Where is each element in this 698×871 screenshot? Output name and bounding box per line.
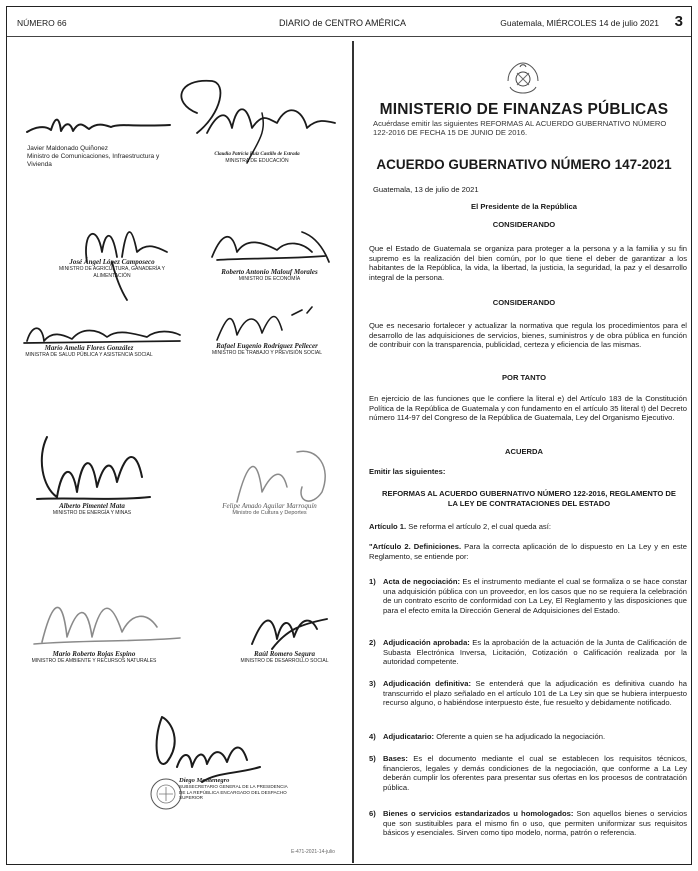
article-2-label: "Artículo 2. Definiciones. bbox=[369, 542, 462, 551]
item-number: 4) bbox=[369, 732, 376, 741]
signature-4 bbox=[207, 269, 332, 283]
ministry-title: MINISTERIO DE FINANZAS PÚBLICAS bbox=[379, 101, 669, 118]
newspaper-page bbox=[6, 6, 692, 865]
signature-2-role: MINISTRA DE EDUCACIÓN bbox=[225, 158, 289, 164]
signature-10-scrawl bbox=[242, 599, 332, 654]
item-term: Bienes o servicios estandarizados u homologados: bbox=[383, 809, 574, 818]
decree-place-date: Guatemala, 13 de julio de 2021 bbox=[373, 185, 479, 194]
emitir-line: Emitir las siguientes: bbox=[369, 467, 446, 476]
item-term: Adjudicatario: bbox=[383, 732, 435, 741]
item-text: Es el documento mediante el cual se establecen los requisitos técnicos, financieros, legales y demás condiciones de la negociación, que conforme a La Ley deberán cumplir los oferentes para presentar sus ofertas en los procesos de contratación pública. bbox=[383, 754, 687, 792]
signature-6-role: MINISTRO DE TRABAJO Y PREVISIÓN SOCIAL bbox=[211, 350, 323, 356]
signature-4-scrawl bbox=[207, 222, 332, 267]
signature-2-scrawl bbox=[167, 73, 337, 163]
item-text: Oferente a quien se ha adjudicado la negociación. bbox=[436, 732, 606, 741]
signature-8-name: Felipe Amado Aguilar Marroquín bbox=[222, 502, 317, 510]
decree-lead: Acuérdase emitir las siguientes REFORMAS AL ACUERDO GUBERNATIVO NÚMERO 122-2016 DE FECHA 15 DE JUNIO DE 2016. bbox=[373, 119, 667, 137]
considerando-2-heading: CONSIDERANDO bbox=[492, 298, 556, 307]
definition-item bbox=[369, 577, 687, 615]
signature-5 bbox=[19, 345, 159, 359]
item-text: Son aquellos bienes o servicios que son sustituibles para el mismo fin o uso, que permiten uniformizar sus requisitos básicos y esenciales. Sirven como tipo modelo, norma, patrón o referencia. bbox=[383, 809, 687, 838]
considerando-1-heading: CONSIDERANDO bbox=[492, 220, 556, 229]
signature-7-role: MINISTRO DE ENERGÍA Y MINAS bbox=[52, 510, 132, 516]
signature-4-name: Roberto Antonio Malouf Morales bbox=[221, 268, 318, 276]
item-number: 1) bbox=[369, 577, 376, 586]
signature-9-scrawl bbox=[32, 582, 182, 652]
por-tanto-heading: POR TANTO bbox=[501, 373, 547, 382]
considerando-2-text: Que es necesario fortalecer y actualizar la normativa que regula los procedimientos para el desarrollo de las adquisiciones de servicios, bienes, suministros y de obra pública en función de contribuir con la transparencia, publicidad, certeza y eficiencia de las mismas. bbox=[369, 321, 687, 350]
decree-title: ACUERDO GUBERNATIVO NÚMERO 147-2021 bbox=[376, 157, 672, 172]
article-1-text: Se reforma el artículo 2, el cual queda así: bbox=[408, 522, 551, 531]
coat-of-arms-icon bbox=[504, 59, 542, 99]
item-text: Es el instrumento mediante el cual se formaliza o se hace constar una adquisición pública con un proveedor, en los casos que no se requiera la celebración de un contrato escrito de conformidad con La Ley, El Reglamento y las disposiciones que para el efecto emita la Dirección General de Adquisiciones del Estado. bbox=[383, 577, 687, 615]
issue-date: Guatemala, MIÉRCOLES 14 de julio 2021 bbox=[500, 18, 659, 28]
signature-6-name: Rafael Eugenio Rodríguez Pellecer bbox=[216, 342, 318, 350]
signatures-column bbox=[7, 37, 352, 865]
item-number: 6) bbox=[369, 809, 376, 818]
acuerda-heading: ACUERDA bbox=[505, 447, 543, 456]
article-2 bbox=[369, 542, 687, 561]
signature-9-role: MINISTRO DE AMBIENTE Y RECURSOS NATURALES bbox=[31, 658, 157, 664]
signature-10-role: MINISTRO DE DESARROLLO SOCIAL bbox=[240, 658, 329, 664]
column-divider bbox=[352, 41, 354, 863]
footer-code: E-471-2021-14-julio bbox=[291, 849, 335, 855]
item-text: Se entenderá que la adjudicación es definitiva cuando ha transcurrido el plazo señalado en el artículo 101 de La Ley sin que se hubiera interpuesto recurso alguno, o habiéndose interpuesto éste, fue resuelto y debidamente notificado. bbox=[383, 679, 687, 708]
signature-1-scrawl bbox=[25, 97, 175, 142]
signature-3-name: José Ángel López Camposeco bbox=[69, 258, 155, 266]
signature-1-role: Ministro de Comunicaciones, Infraestructura y Vivienda bbox=[27, 153, 160, 168]
signature-3 bbox=[57, 259, 167, 280]
item-term: Adjudicación aprobada: bbox=[383, 638, 470, 647]
reformas-heading: REFORMAS AL ACUERDO GUBERNATIVO NÚMERO 122-2016, REGLAMENTO DE LA LEY DE CONTRATACIONES DEL ESTADO bbox=[382, 489, 676, 508]
subsecretary-seal-icon bbox=[149, 777, 183, 811]
article-1 bbox=[369, 522, 687, 532]
president-heading: El Presidente de la República bbox=[471, 202, 577, 211]
signature-2 bbox=[197, 151, 317, 165]
article-1-label: Artículo 1. bbox=[369, 522, 407, 531]
page-header bbox=[7, 7, 691, 37]
signature-1-name: Javier Maldonado Quiñonez bbox=[27, 145, 108, 152]
signature-6 bbox=[207, 343, 327, 357]
definition-item bbox=[369, 754, 687, 792]
item-term: Bases: bbox=[383, 754, 408, 763]
signature-7-name: Alberto Pimentel Mata bbox=[59, 502, 125, 510]
item-text: Es la aprobación de la actuación de la Junta de Calificación de Subasta Electrónica Inversa, Licitación, Cotización o Calificación realizada por la autoridad competente. bbox=[383, 638, 687, 667]
issue-number: NÚMERO 66 bbox=[17, 18, 67, 28]
signature-11-role: SUBSECRETARIO GENERAL DE LA PRESIDENCIA DE LA REPÚBLICA ENCARGADO DEL DESPACHO SUPERIOR bbox=[179, 784, 288, 801]
signature-4-role: MINISTRO DE ECONOMÍA bbox=[238, 276, 301, 282]
signature-2-name: Claudia Patricia Ruiz Castillo de Estrada bbox=[214, 152, 300, 157]
item-number: 2) bbox=[369, 638, 376, 647]
signature-8 bbox=[207, 503, 332, 517]
considerando-1-text: Que el Estado de Guatemala se organiza para proteger a la persona y a la familia y su fin supremo es la realización del bien común, por lo que tiene el deber de garantizar a los habitantes de la República, la vida, la libertad, la justicia, la seguridad, la paz y el desarrollo integral de la persona. bbox=[369, 244, 687, 282]
signature-11 bbox=[179, 777, 294, 801]
signature-5-name: Marío Amelia Flores González bbox=[44, 344, 134, 352]
signature-8-role: Ministro de Cultura y Deportes bbox=[232, 510, 307, 516]
por-tanto-text: En ejercicio de las funciones que le confiere la literal e) del Artículo 183 de la Constitución Política de la República de Guatemala y con fundamento en el artículo 35 literal t) del Decreto número 114-97 del Congreso de la República de Guatemala, Ley del Organismo Ejecutivo. bbox=[369, 394, 687, 423]
item-term: Adjudicación definitiva: bbox=[383, 679, 472, 688]
definition-item bbox=[369, 638, 687, 667]
definition-item bbox=[369, 732, 687, 742]
signature-6-scrawl bbox=[212, 305, 322, 345]
signature-11-name: Diego Montenegro bbox=[179, 777, 230, 784]
signature-1 bbox=[27, 145, 177, 169]
signature-7-scrawl bbox=[32, 427, 152, 507]
item-term: Acta de negociación: bbox=[383, 577, 460, 586]
definition-item bbox=[369, 679, 687, 708]
definition-item bbox=[369, 809, 687, 838]
article-2-text: Para la correcta aplicación de lo dispuesto en La Ley y en este Reglamento, se entiende por: bbox=[369, 542, 687, 561]
signature-9 bbox=[29, 651, 159, 665]
signature-3-scrawl bbox=[67, 212, 177, 302]
page-number: 3 bbox=[674, 13, 683, 30]
item-number: 3) bbox=[369, 679, 376, 688]
item-number: 5) bbox=[369, 754, 376, 763]
document-column bbox=[359, 37, 689, 865]
signature-5-role: MINISTRA DE SALUD PÚBLICA Y ASISTENCIA SOCIAL bbox=[25, 352, 153, 358]
signature-10-name: Raúl Romero Segura bbox=[253, 650, 316, 658]
signature-9-name: Mario Roberto Rojas Espino bbox=[52, 650, 136, 658]
newspaper-name: DIARIO de CENTRO AMÉRICA bbox=[279, 18, 407, 28]
signature-10 bbox=[232, 651, 337, 665]
signature-3-role: MINISTRO DE AGRICULTURA, GANADERÍA Y ALIMENTACIÓN bbox=[59, 266, 165, 279]
signature-7 bbox=[37, 503, 147, 517]
